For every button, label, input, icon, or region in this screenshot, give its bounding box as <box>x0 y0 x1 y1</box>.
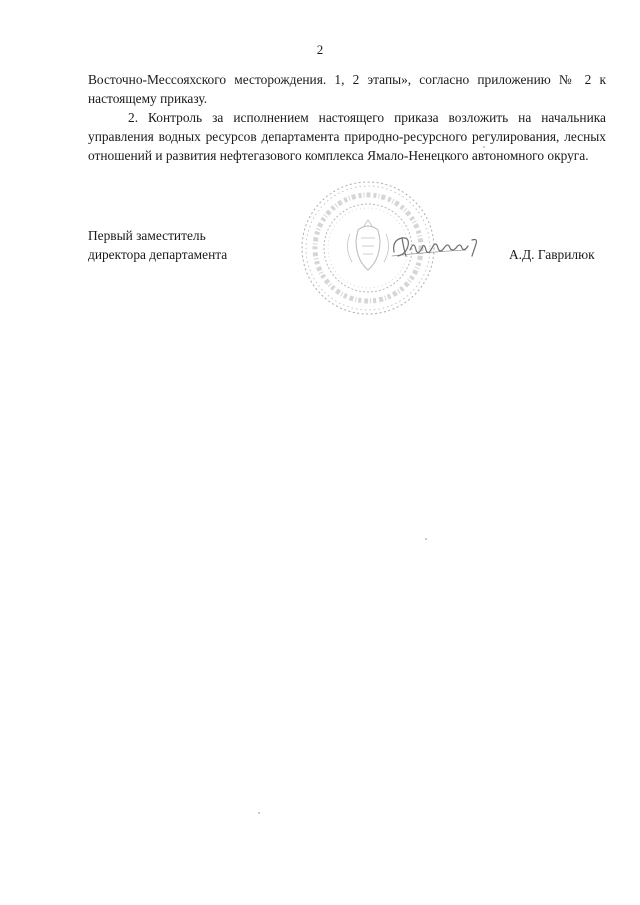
signatory-position-line-1: Первый заместитель <box>88 228 206 243</box>
paragraph-control-clause: 2. Контроль за исполнением настоящего приказа возложить на начальника управления водных ресурсов департамента природно-ресурсного регулирования, лесных отношений и развития нефтегазового комплекса Ямало-Ненецкого автономного округа. <box>88 110 606 163</box>
page-number: 2 <box>316 42 324 57</box>
handwritten-signature-icon <box>388 226 488 268</box>
scan-speck <box>425 538 427 540</box>
paragraph-continuation: Восточно-Мессояхского месторождения. 1, 2 этапы», согласно приложению № 2 к настоящему приказу. <box>88 72 606 106</box>
signatory-name: А.Д. Гаврилюк <box>509 247 595 262</box>
signatory-position <box>88 226 227 264</box>
scan-speck <box>258 812 260 814</box>
document-body <box>88 70 606 165</box>
signatory-position-line-2: директора департамента <box>88 247 228 262</box>
scan-speck <box>483 146 485 148</box>
